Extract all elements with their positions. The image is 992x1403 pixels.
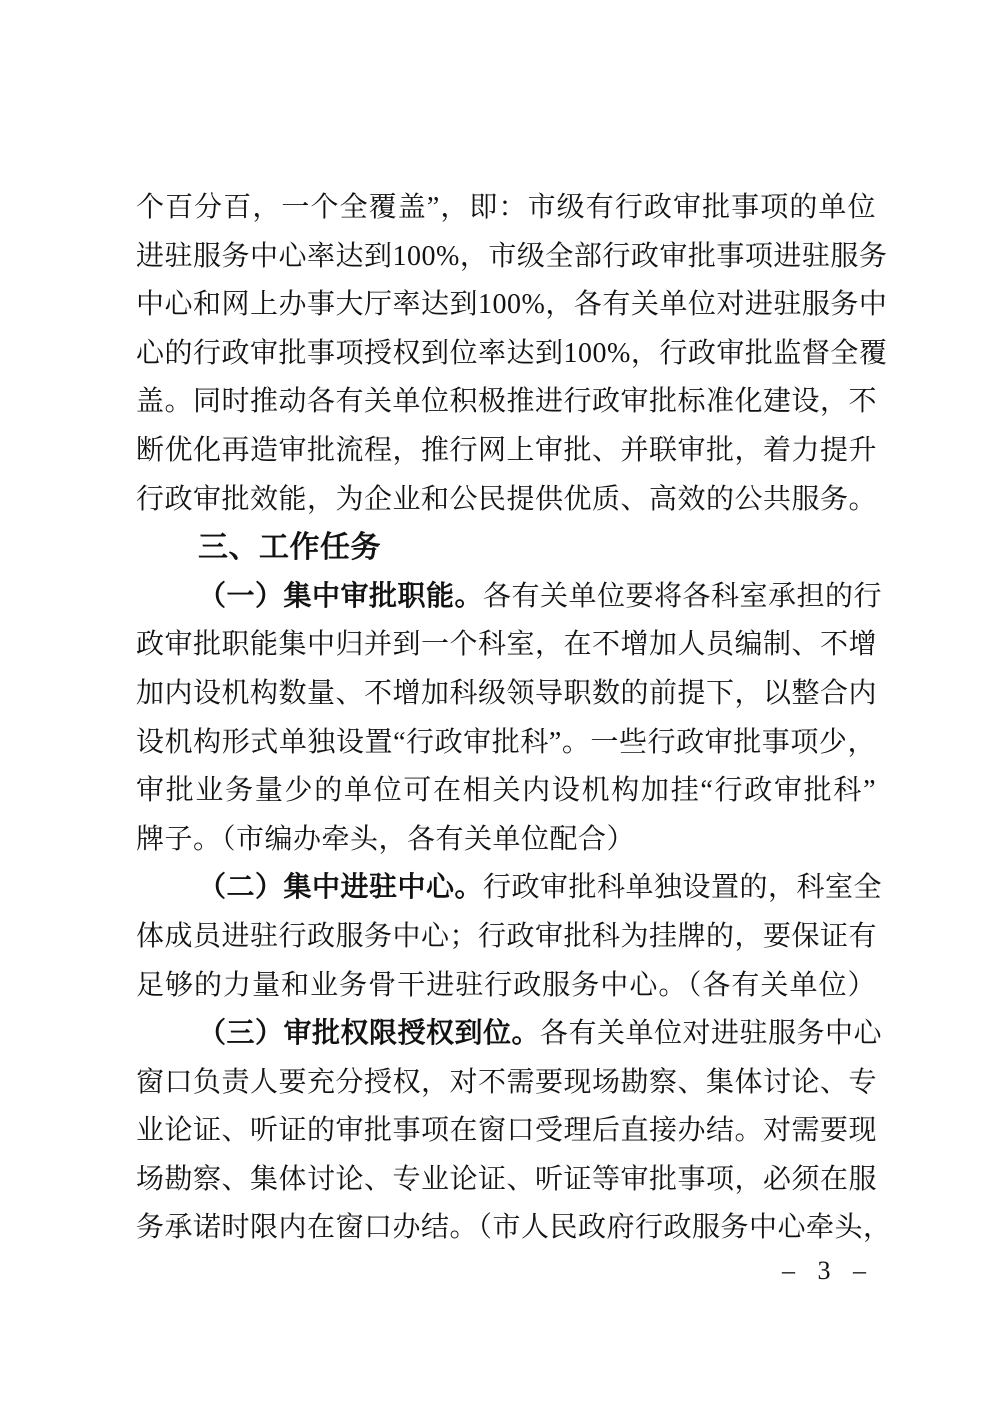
text-line: 行政审批效能，为企业和公民提供优质、高效的公共服务。	[136, 483, 878, 515]
text-line: 心的行政审批事项授权到位率达到100%，行政审批监督全覆	[136, 337, 888, 369]
text-line: 断优化再造审批流程，推行网上审批、并联审批，着力提升	[136, 434, 878, 466]
text-line: 审批业务量少的单位可在相关内设机构加挂“行政审批科”	[136, 775, 876, 807]
text-line: 牌子。（市编办牵头，各有关单位配合）	[136, 823, 636, 855]
paragraph-lead: （二）集中进驻中心。	[198, 872, 484, 904]
text-line: 进驻服务中心率达到100%，市级全部行政审批事项进驻服务	[136, 240, 888, 272]
text-line: 足够的力量和业务骨干进驻行政服务中心。（各有关单位）	[136, 969, 876, 1001]
text-line: 业论证、听证的审批事项在窗口受理后直接办结。对需要现	[136, 1115, 878, 1147]
text-line: 政审批职能集中归并到一个科室，在不增加人员编制、不增	[136, 629, 878, 661]
text-line: （一）集中审批职能。各有关单位要将各科室承担的行	[198, 580, 883, 612]
paragraph-lead: （三）审批权限授权到位。	[198, 1018, 541, 1050]
text-line: 体成员进驻行政服务中心；行政审批科为挂牌的，要保证有	[136, 920, 878, 952]
text-line: （三）审批权限授权到位。各有关单位对进驻服务中心	[198, 1018, 883, 1050]
text-line: 盖。同时推动各有关单位积极推进行政审批标准化建设，不	[136, 386, 878, 418]
section-heading: 三、工作任务	[198, 531, 381, 565]
text-line: 务承诺时限内在窗口办结。（市人民政府行政服务中心牵头，	[136, 1212, 892, 1244]
paragraph-lead: （一）集中审批职能。	[198, 580, 484, 612]
text-line: 设机构形式单独设置“行政审批科”。一些行政审批事项少，	[136, 726, 876, 758]
document-body	[136, 184, 892, 1253]
text-line: 个百分百，一个全覆盖”，即：市级有行政审批事项的单位	[136, 192, 876, 223]
text-line: 中心和网上办事大厅率达到100%，各有关单位对进驻服务中	[136, 289, 888, 321]
page-number: – 3 –	[782, 1256, 874, 1285]
text-line: 加内设机构数量、不增加科级领导职数的前提下，以整合内	[136, 677, 878, 709]
text-line: （二）集中进驻中心。行政审批科单独设置的，科室全	[198, 872, 883, 904]
text-line: 窗口负责人要充分授权，对不需要现场勘察、集体讨论、专	[136, 1066, 878, 1098]
text-line: 场勘察、集体讨论、专业论证、听证等审批事项，必须在服	[136, 1163, 878, 1195]
